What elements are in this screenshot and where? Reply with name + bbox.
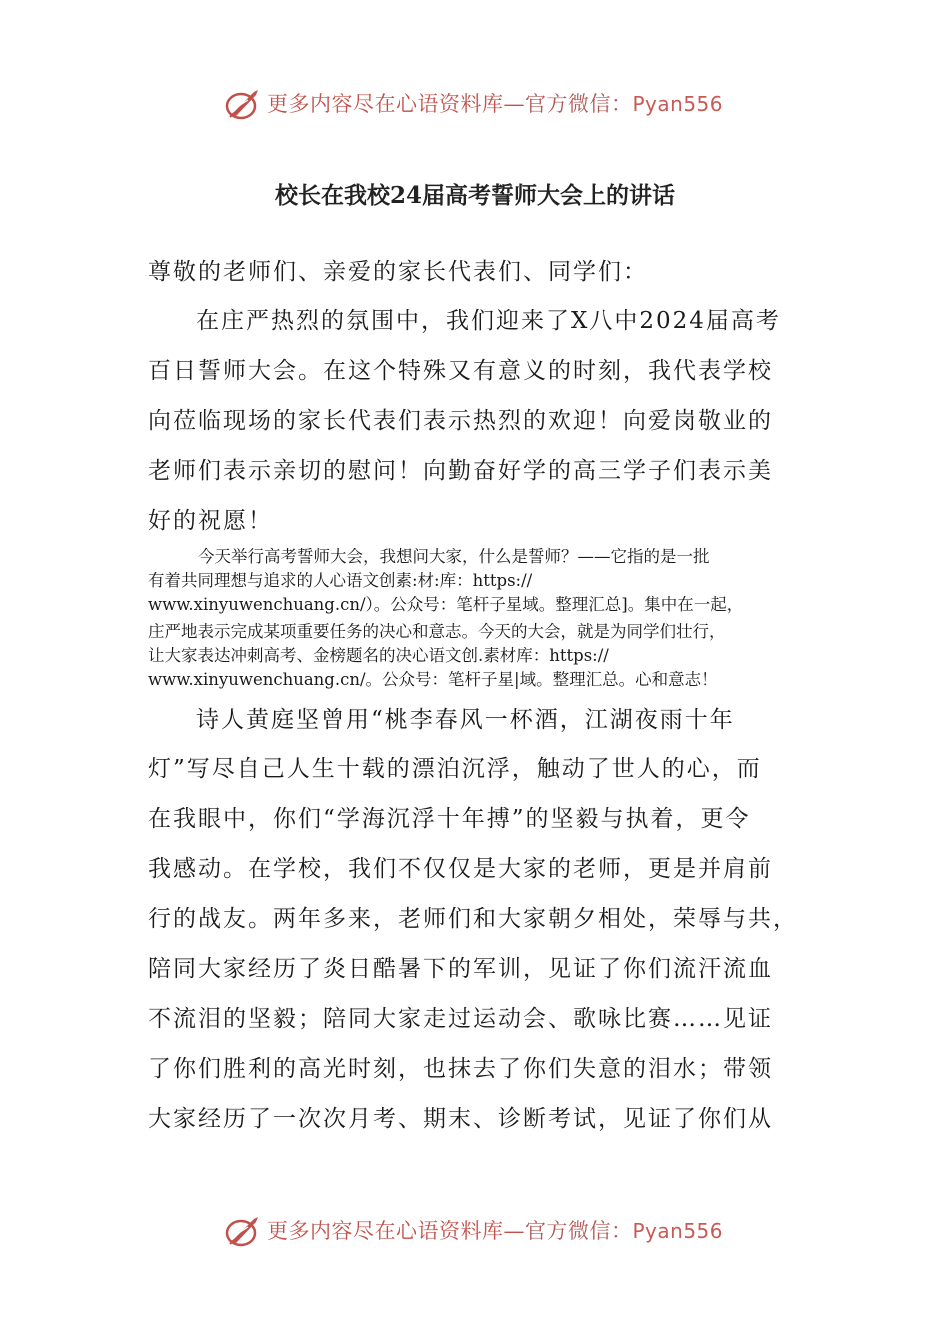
- quill-pen-logo-icon: [224, 1213, 264, 1249]
- paragraph-3-line: 陪同大家经历了炎日酷暑下的军训，见证了你们流汗流血: [148, 956, 773, 982]
- watermark-banner-top: [0, 84, 950, 124]
- paragraph-2-line: www.xinyuwenchuang.cn/。公众号：笔杆子星|域。整理汇总。心和意志！: [148, 670, 718, 689]
- paragraph-3-line: 行的战友。两年多来，老师们和大家朝夕相处，荣辱与共，: [148, 906, 798, 932]
- quill-pen-logo-icon: [224, 86, 264, 122]
- watermark-text: 更多内容尽在心语资料库—官方微信：Pyan556: [267, 1219, 724, 1243]
- paragraph-3-line: 我感动。在学校，我们不仅仅是大家的老师，更是并肩前: [148, 856, 773, 882]
- paragraph-2-line: 有着共同理想与追求的人心语文创素:材:库：https://: [148, 571, 533, 590]
- watermark-text: 更多内容尽在心语资料库—官方微信：Pyan556: [267, 92, 724, 116]
- page-title: 校长在我校24届高考誓师大会上的讲话: [274, 182, 675, 209]
- paragraph-1-line: 向莅临现场的家长代表们表示热烈的欢迎！向爱岗敬业的: [148, 408, 773, 434]
- paragraph-1-line: 老师们表示亲切的慰问！向勤奋好学的高三学子们表示美: [148, 458, 773, 484]
- paragraph-2-line: 庄严地表示完成某项重要任务的决心和意志。今天的大会，就是为同学们壮行，: [148, 622, 726, 641]
- paragraph-3-line: 不流泪的坚毅；陪同大家走过运动会、歌咏比赛……见证: [148, 1006, 773, 1032]
- paragraph-1-line: 在庄严热烈的氛围中，我们迎来了X八中2024届高考: [196, 308, 781, 334]
- paragraph-2-line: 今天举行高考誓师大会，我想问大家，什么是誓师？——它指的是一批: [198, 547, 710, 566]
- paragraph-2-line: www.xinyuwenchuang.cn/）。公众号：笔杆子星域。整理汇总]。集中在一起，: [148, 595, 744, 614]
- paragraph-3-line: 诗人黄庭坚曾用“桃李春风一杯酒，江湖夜雨十年: [196, 707, 735, 733]
- paragraph-2-line: 让大家表达冲刺高考、金榜题名的决心语文创.素材库：https://: [148, 646, 609, 665]
- paragraph-3-line: 大家经历了一次次月考、期末、诊断考试，见证了你们从: [148, 1106, 773, 1132]
- paragraph-3-line: 灯”写尽自己人生十载的漂泊沉浮，触动了世人的心，而: [148, 756, 762, 782]
- paragraph-3-line: 了你们胜利的高光时刻，也抹去了你们失意的泪水；带领: [148, 1056, 773, 1082]
- paragraph-3-line: 在我眼中，你们“学海沉浮十年搏”的坚毅与执着，更令: [148, 806, 751, 832]
- watermark-banner-bottom: [0, 1211, 950, 1251]
- greeting: 尊敬的老师们、亲爱的家长代表们、同学们：: [148, 259, 648, 285]
- paragraph-1-line: 百日誓师大会。在这个特殊又有意义的时刻，我代表学校: [148, 358, 773, 384]
- paragraph-1-line: 好的祝愿！: [148, 508, 273, 534]
